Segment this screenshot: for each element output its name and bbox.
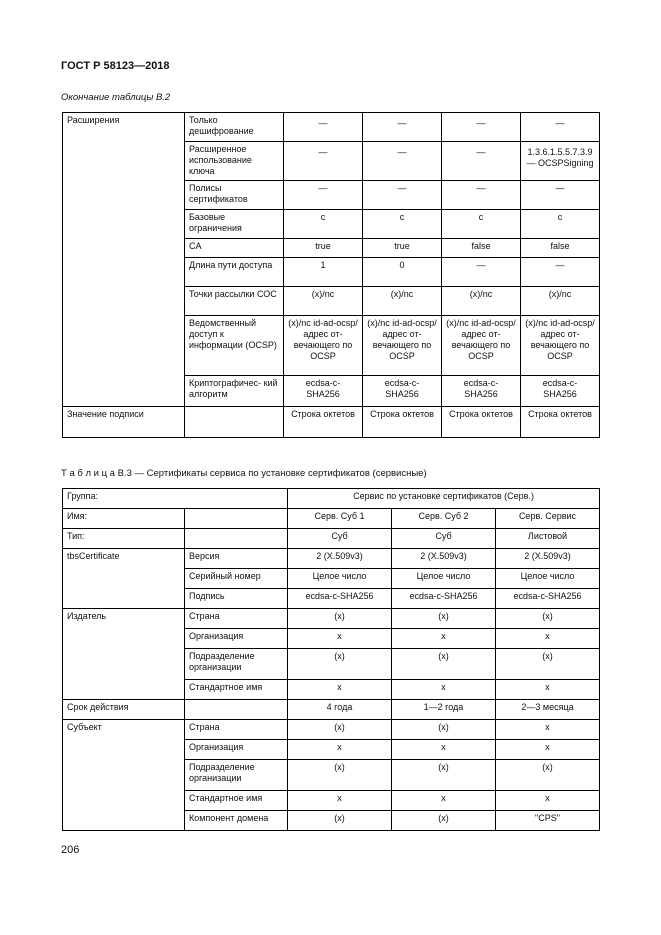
value-cell: 1—2 года — [392, 700, 496, 720]
value-cell: (x) — [496, 760, 600, 791]
value-cell: x — [288, 680, 392, 700]
value-cell: (x) — [392, 760, 496, 791]
value-cell: 2 (X.509v3) — [288, 549, 392, 569]
value-cell: x — [392, 629, 496, 649]
table-row — [63, 407, 600, 438]
table2-caption — [61, 468, 427, 479]
value-cell: (x) — [288, 649, 392, 680]
row-label: Расширенное использование ключа — [185, 142, 284, 181]
value-cell: (x) — [288, 609, 392, 629]
row-label: Серийный номер — [185, 569, 288, 589]
table-row — [63, 720, 600, 740]
page-number: 206 — [61, 844, 80, 856]
value-cell: (x) — [392, 811, 496, 831]
value-cell: c — [284, 210, 363, 239]
value-cell: (x)/nc — [284, 287, 363, 316]
value-cell: (x) — [392, 720, 496, 740]
table1-caption: Окончание таблицы В.2 — [61, 92, 171, 103]
value-cell: Листовой — [496, 529, 600, 549]
value-cell: (x) — [496, 609, 600, 629]
value-cell: Строка октетов — [284, 407, 363, 438]
row-label: Криптографичес- кий алгоритм — [185, 376, 284, 407]
value-cell: x — [392, 791, 496, 811]
value-cell: x — [288, 740, 392, 760]
row-label: Ведомственный доступ к информации (OCSP) — [185, 316, 284, 376]
value-cell: (x)/nc — [363, 287, 442, 316]
table-row — [63, 700, 600, 720]
value-cell: (x)/nc id-ad-ocsp/ адрес от- вечающего по OCSP — [442, 316, 521, 376]
row-label: CA — [185, 239, 284, 258]
value-cell: (x) — [496, 649, 600, 680]
row-label: Версия — [185, 549, 288, 569]
value-cell: Строка октетов — [442, 407, 521, 438]
value-cell: ecdsa-c-SHA256 — [288, 589, 392, 609]
empty-cell — [185, 529, 288, 549]
row-label: Подпись — [185, 589, 288, 609]
row-label: Организация — [185, 740, 288, 760]
row-label: Срок действия — [63, 700, 185, 720]
value-cell: Целое число — [392, 569, 496, 589]
value-cell: (x)/nc id-ad-ocsp/ адрес от- вечающего по OCSP — [363, 316, 442, 376]
table-row — [63, 113, 600, 142]
row-label: Группа: — [63, 489, 288, 509]
value-cell: x — [496, 680, 600, 700]
value-cell: Серв. Суб 2 — [392, 509, 496, 529]
value-cell: x — [496, 720, 600, 740]
table2-caption-text: В.3 — Сертификаты сервиса по установке сертификатов (сервисные) — [114, 468, 427, 479]
value-cell: Целое число — [496, 569, 600, 589]
value-cell: ecdsa-c- SHA256 — [521, 376, 600, 407]
empty-cell — [185, 509, 288, 529]
table-b2-end — [62, 112, 600, 438]
value-cell: — — [442, 142, 521, 181]
group-cell: tbsCertificate — [63, 549, 185, 609]
row-label: Значение подписи — [63, 407, 185, 438]
value-cell: false — [442, 239, 521, 258]
row-label: Точки рассылки СОС — [185, 287, 284, 316]
row-label: Подразделение организации — [185, 649, 288, 680]
value-cell: "CPS" — [496, 811, 600, 831]
empty-cell — [185, 700, 288, 720]
row-label: Длина пути доступа — [185, 258, 284, 287]
value-cell: (x)/nc id-ad-ocsp/ адрес от- вечающего по OCSP — [521, 316, 600, 376]
table-row — [63, 549, 600, 569]
group-cell: Издатель — [63, 609, 185, 700]
value-cell: x — [392, 680, 496, 700]
value-cell: c — [521, 210, 600, 239]
value-cell: — — [521, 258, 600, 287]
value-cell: x — [496, 740, 600, 760]
value-cell: x — [496, 791, 600, 811]
value-cell: — — [442, 113, 521, 142]
row-label: Страна — [185, 720, 288, 740]
row-label: Организация — [185, 629, 288, 649]
value-cell: ecdsa-c- SHA256 — [442, 376, 521, 407]
value-cell: — — [284, 113, 363, 142]
value-cell: — — [363, 181, 442, 210]
group-cell: Расширения — [63, 113, 185, 407]
table-b3 — [62, 488, 600, 831]
value-cell: 0 — [363, 258, 442, 287]
value-cell: 2 (X.509v3) — [496, 549, 600, 569]
value-cell: — — [284, 142, 363, 181]
value-cell: Целое число — [288, 569, 392, 589]
table-row — [63, 529, 600, 549]
value-cell: — — [363, 142, 442, 181]
value-cell: 1.3.6.1.5.5.7.3.9 — OCSPSigning — [521, 142, 600, 181]
row-label: Стандартное имя — [185, 680, 288, 700]
value-cell: 2—3 месяца — [496, 700, 600, 720]
value-cell: — — [521, 181, 600, 210]
row-label: Базовые ограничения — [185, 210, 284, 239]
value-cell: c — [442, 210, 521, 239]
value-cell: 2 (X.509v3) — [392, 549, 496, 569]
row-label: Страна — [185, 609, 288, 629]
group-cell: Субъект — [63, 720, 185, 831]
value-cell: true — [363, 239, 442, 258]
value-cell: — — [284, 181, 363, 210]
value-cell: (x) — [392, 609, 496, 629]
value-cell: x — [392, 740, 496, 760]
row-label: Стандартное имя — [185, 791, 288, 811]
value-cell: Суб — [392, 529, 496, 549]
value-cell: Строка октетов — [521, 407, 600, 438]
table-row — [63, 609, 600, 629]
value-cell: (x) — [288, 811, 392, 831]
value-cell: c — [363, 210, 442, 239]
row-label: Только дешифрование — [185, 113, 284, 142]
value-cell: — — [363, 113, 442, 142]
value-cell: Строка октетов — [363, 407, 442, 438]
row-label: Полисы сертификатов — [185, 181, 284, 210]
row-label: Тип: — [63, 529, 185, 549]
value-cell: Серв. Сервис — [496, 509, 600, 529]
value-cell: x — [288, 791, 392, 811]
value-cell: (x)/nc — [442, 287, 521, 316]
value-cell: ecdsa-c- SHA256 — [284, 376, 363, 407]
row-label: Компонент домена — [185, 811, 288, 831]
value-cell: (x) — [288, 720, 392, 740]
value-cell: false — [521, 239, 600, 258]
value-cell: 1 — [284, 258, 363, 287]
value-cell: Серв. Суб 1 — [288, 509, 392, 529]
table2-caption-prefix: Т а б л и ц а — [61, 468, 115, 479]
value-cell: x — [496, 629, 600, 649]
value-cell: (x)/nc — [521, 287, 600, 316]
value-cell: true — [284, 239, 363, 258]
document-header: ГОСТ Р 58123—2018 — [61, 60, 170, 72]
row-label: Подразделение организации — [185, 760, 288, 791]
value-cell: 4 года — [288, 700, 392, 720]
value-cell: (x)/nc id-ad-ocsp/ адрес от- вечающего по OCSP — [284, 316, 363, 376]
empty-cell — [185, 407, 284, 438]
table-row — [63, 489, 600, 509]
value-cell: — — [442, 181, 521, 210]
value-cell: — — [521, 113, 600, 142]
value-cell: — — [442, 258, 521, 287]
value-cell: ecdsa-c-SHA256 — [392, 589, 496, 609]
value-cell: Суб — [288, 529, 392, 549]
value-cell: (x) — [288, 760, 392, 791]
value-cell: ecdsa-c-SHA256 — [496, 589, 600, 609]
group-value: Сервис по установке сертификатов (Серв.) — [288, 489, 600, 509]
value-cell: ecdsa-c- SHA256 — [363, 376, 442, 407]
table-row — [63, 509, 600, 529]
row-label: Имя: — [63, 509, 185, 529]
value-cell: x — [288, 629, 392, 649]
value-cell: (x) — [392, 649, 496, 680]
